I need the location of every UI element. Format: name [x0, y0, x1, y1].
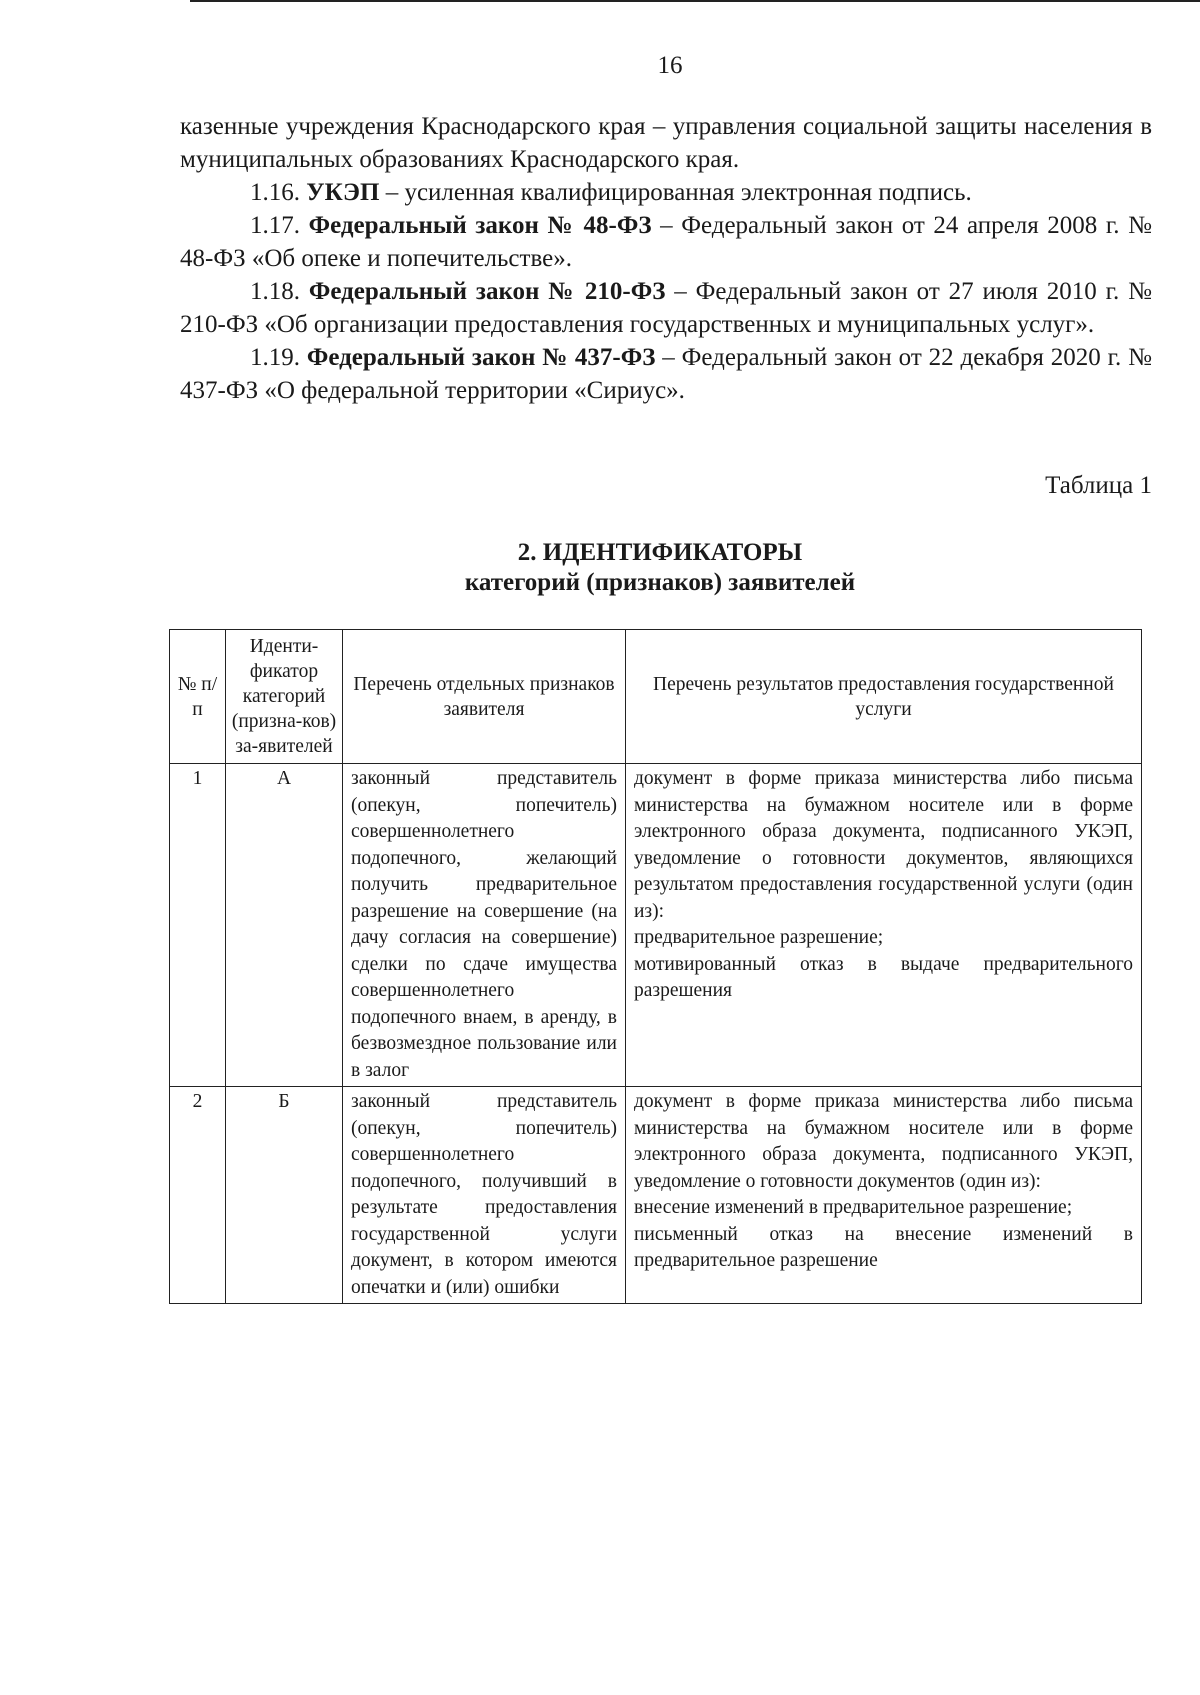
header-identifier: Иденти-фикатор категорий (призна-ков) за-явителей	[226, 630, 343, 764]
cell-identifier: А	[226, 764, 343, 1087]
identifiers-table	[169, 629, 1142, 1304]
paragraph-lead: 1.19.	[250, 344, 307, 371]
section-title-line-1: 2. ИДЕНТИФИКАТОРЫ	[517, 539, 803, 566]
result-line: внесение изменений в предварительное разрешение;	[634, 1197, 1073, 1218]
cell-number: 1	[170, 764, 226, 1087]
paragraph-text: – Федеральный закон от 27 июля 2010 г. № 210-ФЗ «Об организации предоставления государственных и муниципальных услуг».	[180, 278, 1153, 338]
paragraph-1-16	[180, 176, 1152, 209]
paragraph-text: казенные учреждения Краснодарского края – управления социальной защиты населения в муниципальных образованиях Краснодарского края.	[180, 113, 1152, 173]
paragraph-1-19	[180, 341, 1152, 407]
result-line: предварительное разрешение;	[634, 927, 884, 948]
section-title-line-2: категорий (признаков) заявителей	[464, 569, 856, 596]
table-header-row	[170, 630, 1142, 764]
cell-results	[626, 764, 1142, 1087]
paragraph-text: – Федеральный закон от 24 апреля 2008 г. № 48-ФЗ «Об опеке и попечительстве».	[180, 212, 1152, 272]
paragraph-lead: 1.17.	[250, 212, 309, 239]
page-number: 16	[657, 52, 683, 79]
table-caption: Таблица 1	[1045, 472, 1152, 499]
cell-signs: законный представитель (опекун, попечитель) совершеннолетнего подопечного, желающий получить предварительное разрешение на совершение (на дачу согласия на совершение) сделки по сдаче имущества совершеннолетнего подопечного внаем, в аренду, в безвозмездное пользование или в залог	[343, 764, 626, 1087]
header-number: № п/п	[170, 630, 226, 764]
paragraph-text: – Федеральный закон от 22 декабря 2020 г. № 437-ФЗ «О федеральной территории «Сириус».	[180, 344, 1153, 404]
section-title	[160, 538, 1160, 598]
paragraph-text: – усиленная квалифицированная электронная подпись.	[379, 179, 972, 206]
paragraph-term: Федеральный закон № 48-ФЗ	[308, 212, 652, 239]
paragraph-1-18	[180, 275, 1152, 341]
paragraph-lead: 1.18.	[250, 278, 309, 305]
paragraph-term: Федеральный закон № 437-ФЗ	[306, 344, 656, 371]
paragraph-term: УКЭП	[306, 179, 380, 206]
body-text	[180, 110, 1152, 407]
paragraph-1-17	[180, 209, 1152, 275]
result-line: документ в форме приказа министерства либо письма министерства на бумажном носителе или в форме электронного образа документа, подписанного УКЭП, уведомление о готовности документов (один из):	[634, 1091, 1133, 1192]
cell-results	[626, 1087, 1142, 1304]
result-line: документ в форме приказа министерства либо письма министерства на бумажном носителе или в форме электронного образа документа, подписанного УКЭП, уведомление о готовности документов, являющихся результатом предоставления государственной услуги (один из):	[634, 768, 1133, 922]
paragraph-term: Федеральный закон № 210-ФЗ	[308, 278, 666, 305]
result-line: письменный отказ на внесение изменений в предварительное разрешение	[634, 1223, 1133, 1271]
header-results: Перечень результатов предоставления государственной услуги	[626, 630, 1142, 764]
result-line: мотивированный отказ в выдаче предварительного разрешения	[634, 953, 1133, 1001]
paragraph-lead: 1.16.	[250, 179, 307, 206]
table-row	[170, 1087, 1142, 1304]
table-row	[170, 764, 1142, 1087]
page-edge-line	[190, 0, 1200, 2]
cell-number: 2	[170, 1087, 226, 1304]
header-signs: Перечень отдельных признаков заявителя	[343, 630, 626, 764]
paragraph-continuation	[180, 110, 1152, 176]
cell-identifier: Б	[226, 1087, 343, 1304]
cell-signs: законный представитель (опекун, попечитель) совершеннолетнего подопечного, получивший в результате предоставления государственной услуги документ, в котором имеются опечатки и (или) ошибки	[343, 1087, 626, 1304]
